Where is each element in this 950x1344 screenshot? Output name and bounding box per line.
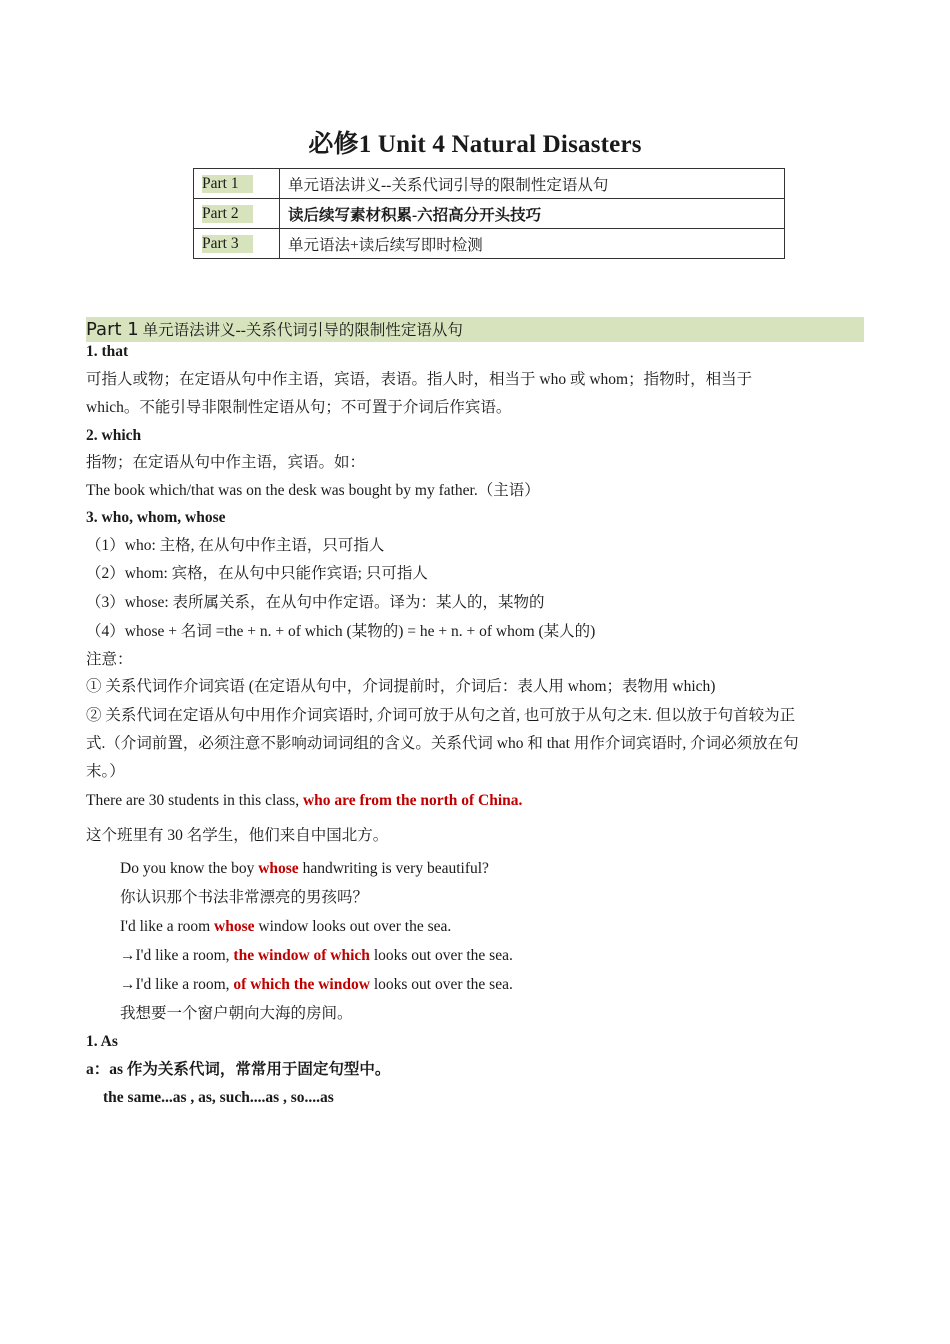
note-item: 末。） (86, 763, 125, 780)
heading-that: 1. that (86, 343, 129, 360)
highlighted-word: whose (214, 918, 255, 935)
paragraph-line: a：as 作为关系代词，常常用于固定句型中。 (86, 1061, 391, 1078)
part-description: 单元语法+读后续写即时检测 (280, 229, 785, 259)
part-description: 单元语法讲义--关系代词引导的限制性定语从句 (280, 169, 785, 199)
heading-as: 1. As (86, 1033, 118, 1050)
contents-table (193, 168, 785, 259)
list-item: （2）whom: 宾格，在从句中只能作宾语; 只可指人 (86, 565, 428, 582)
table-row (194, 169, 785, 199)
paragraph-line: 可指人或物；在定语从句中作主语，宾语，表语。指人时，相当于 who 或 whom；指物时，相当于 (86, 371, 753, 388)
example-sentence: The book which/that was on the desk was bought by my father.（主语） (86, 482, 540, 499)
part-label: Part 3 (202, 235, 253, 253)
part-label: Part 1 (202, 175, 253, 193)
example-translation: 你认识那个书法非常漂亮的男孩吗？ (120, 889, 369, 906)
note-item: ① 关系代词作介词宾语 (在定语从句中，介词提前时，介词后：表人用 whom；表物用 which) (86, 678, 716, 695)
page-title: 必修1 Unit 4 Natural Disasters (308, 131, 642, 158)
table-row (194, 229, 785, 259)
highlighted-word: whose (258, 860, 299, 877)
example-sentence: →I'd like a room, of which the window looks out over the sea. (120, 976, 513, 993)
highlighted-phrase: the window of which (233, 947, 370, 964)
part-description: 读后续写素材积累-六招高分开头技巧 (280, 199, 785, 229)
example-sentence: There are 30 students in this class, who are from the north of China. (86, 792, 523, 809)
example-sentence: →I'd like a room, the window of which looks out over the sea. (120, 947, 513, 964)
section-heading (86, 317, 864, 342)
note-item: 式.（介词前置，必须注意不影响动词词组的含义。关系代词 who 和 that 用作介词宾语时, 介词必须放在句 (86, 735, 799, 752)
note-item: ② 关系代词在定语从句中用作介词宾语时, 介词可放于从句之首, 也可放于从句之末. 但以放于句首较为正 (86, 707, 796, 724)
note-label: 注意： (86, 651, 133, 668)
example-sentence: Do you know the boy whose handwriting is very beautiful? (120, 860, 489, 877)
highlighted-phrase: of which the window (233, 976, 370, 993)
paragraph-line: 指物；在定语从句中作主语，宾语。如： (86, 454, 366, 471)
example-sentence: I'd like a room whose window looks out over the sea. (120, 918, 452, 935)
section-part-label: Part 1 (86, 319, 139, 340)
table-row (194, 199, 785, 229)
section-title: 单元语法讲义--关系代词引导的限制性定语从句 (142, 322, 463, 339)
example-translation: 我想要一个窗户朝向大海的房间。 (120, 1005, 353, 1022)
highlighted-clause: who are from the north of China. (302, 792, 523, 809)
heading-which: 2. which (86, 427, 142, 444)
list-item: （3）whose: 表所属关系，在从句中作定语。译为：某人的，某物的 (86, 594, 545, 611)
heading-who: 3. who, whom, whose (86, 509, 226, 526)
example-translation: 这个班里有 30 名学生，他们来自中国北方。 (86, 827, 389, 844)
pattern-line: the same...as , as, such....as , so....as (103, 1089, 334, 1106)
part-label: Part 2 (202, 205, 253, 223)
paragraph-line: which。不能引导非限制性定语从句；不可置于介词后作宾语。 (86, 399, 512, 416)
list-item: （4）whose + 名词 =the + n. + of which (某物的) = he + n. + of whom (某人的) (86, 623, 596, 640)
list-item: （1）who: 主格, 在从句中作主语，只可指人 (86, 537, 385, 554)
